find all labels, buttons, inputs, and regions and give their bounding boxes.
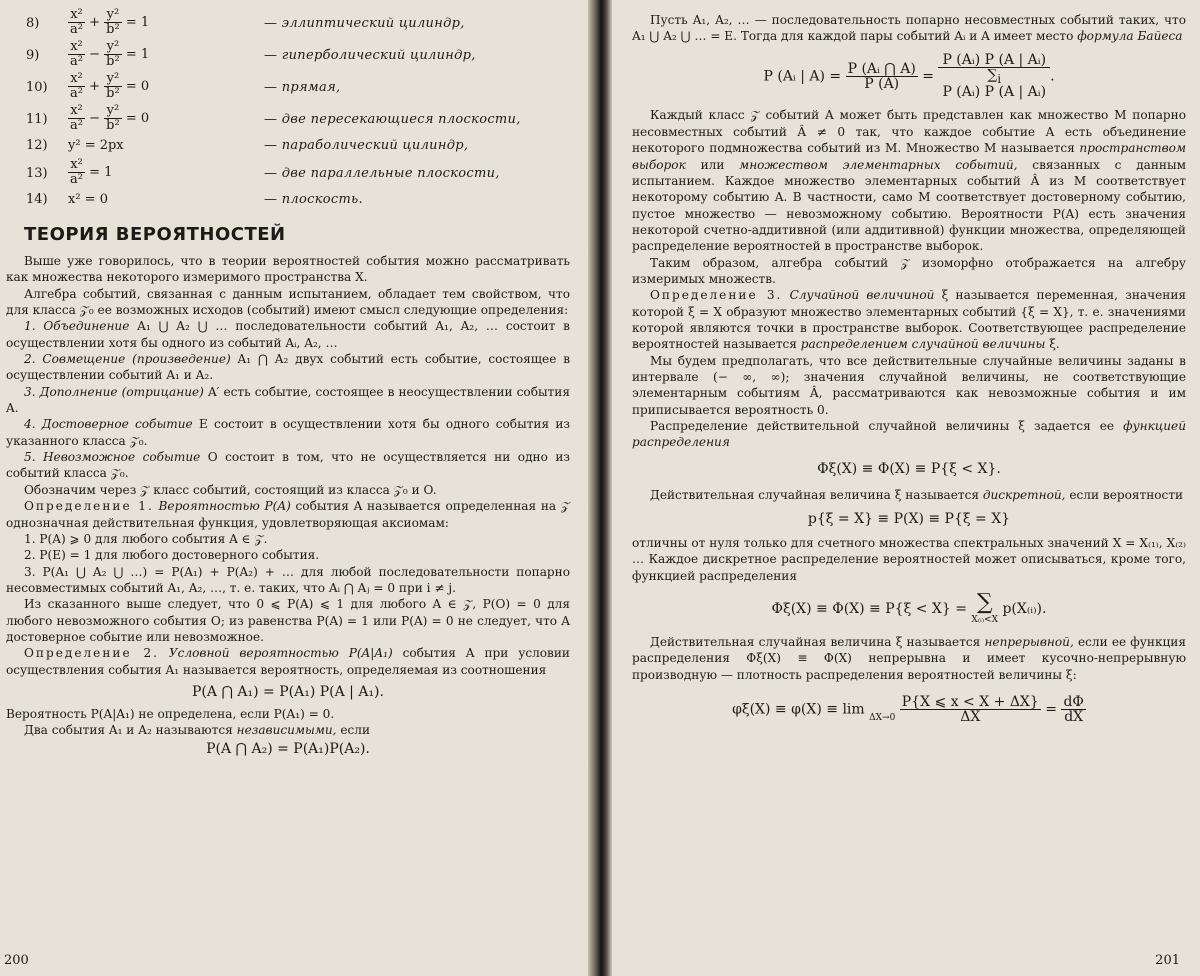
surface-item: 12) y² = 2px — параболический цилиндр, [26, 138, 469, 153]
paragraph: Мы будем предполагать, что все действительные случайные величины заданы в интервале (− ∞, ∞); значения случайной величины, не соответствующие элементарным событиям Â, рассматриваются как невозможные события и им приписывается вероятность 0. [632, 353, 1186, 417]
paragraph: Действительная случайная величина ξ называется дискретной, если вероятности [650, 487, 1184, 502]
definition-item: 1. Объединение A₁ ⋃ A₂ ⋃ … последовательности событий A₁, A₂, … состоит в осуществлении хотя бы одного из событий Aᵢ, A₂, … [6, 319, 570, 350]
definition-1: Определение 1. Вероятностью P(A) события A называется определенная на 𝒵 однозначная действительная функция, удовлетворяющая аксиомам: [6, 499, 570, 530]
paragraph: отличны от нуля только для счетного множества спектральных значений X = X₍₁₎, X₍₂₎ … Каждое дискретное распределение вероятностей может описываться, кроме того, функцией распределения [632, 536, 1186, 583]
paragraph: Из сказанного выше следует, что 0 ⩽ P(A) ⩽ 1 для любого A ∈ 𝒵, P(O) = 0 для любого невозможного события O; из равенства P(A) = 1 или P(A) = 0 не следует, что A достоверное событие или невозможное. [6, 597, 570, 644]
axiom: 1. P(A) ⩾ 0 для любого события A ∈ 𝒵. [24, 531, 268, 546]
section-heading: ТЕОРИЯ ВЕРОЯТНОСТЕЙ [24, 224, 286, 245]
definition-item: 5. Невозможное событие O состоит в том, что не осуществляется ни одно из событий класса 𝒵₀. [6, 450, 570, 481]
paragraph: Каждый класс 𝒵 событий A может быть представлен как множество M попарно несовместных событий Â ≠ 0 так, что каждое событие A есть объединение некоторого подмножества событий из M. Множество M называется пространством выборок или множеством элементарных событий, связанных с данным испытанием. Каждое множество элементарных событий Â из M соответствует некоторому событию A. В частности, само M соответствует достоверному событию, пустое множество — невозможному событию. Вероятности P(A) есть значения некоторой счетно-аддитивной (или аддитивной) функции множества, определяющей распределение вероятностей в пространстве выборок. [632, 108, 1187, 254]
definition-3: Определение 3. Случайной величиной ξ называется переменная, значения которой ξ = X образуют множество элементарных событий {ξ = X}, т. е. значениями которой являются точки в пространстве выборок. Соответствующее распределение вероятностей называется распределением случайной величины ξ. [632, 288, 1187, 352]
surface-list [6, 8, 570, 212]
formula-conditional: P(A ⋂ A₁) = P(A₁) P(A | A₁). [192, 683, 384, 700]
paragraph: Пусть A₁, A₂, … — последовательность попарно несовместных событий таких, что A₁ ⋃ A₂ ⋃ … = E. Тогда для каждой пары событий Aᵢ и A имеет место формула Байеса [632, 13, 1186, 44]
surface-item: 14) x² = 0 — плоскость. [26, 192, 363, 207]
right-page [612, 0, 1200, 976]
paragraph: Действительная случайная величина ξ называется непрерывной, если ее функция распределения Φξ(X) ≡ Φ(X) непрерывна и имеет кусочно-непрерывную производную — плотность распределения вероятностей величины ξ: [632, 635, 1186, 682]
page-number: 201 [1155, 953, 1180, 968]
axiom: 2. P(E) = 1 для любого достоверного события. [24, 548, 320, 563]
book-gutter [588, 0, 612, 976]
formula-density: φξ(X) ≡ φ(X) ≡ lim ΔX→0 $\frac{P\{X ⩽ x < X + \Delta X\}}{\Delta X}$ = $\frac{d\Phi}{dX}$ [732, 694, 1084, 726]
page-number: 200 [4, 953, 29, 968]
definition-item: 4. Достоверное событие E состоит в осуществлении хотя бы одного события из указанного класса 𝒵₀. [6, 417, 570, 448]
formula-bayes: P (Aᵢ | A) = $\frac{\text{P (Aᵢ ⋂ A)}}{P (A)}$ = P (Aᵢ) P (A | Aᵢ) $\sum_i$ P (Aᵢ) P (A | Aᵢ) . [763, 51, 1055, 101]
paragraph: Вероятность P(A|A₁) не определена, если P(A₁) = 0. [6, 706, 335, 721]
surface-item: 8) $\frac{\text{x²}}{\text{a²}}$ + $\frac{\text{y²}}{\text{b²}}$ = 1 — эллиптический цилиндр, [26, 7, 465, 37]
definition-item: 2. Совмещение (произведение) A₁ ⋂ A₂ двух событий есть событие, состоящее в осуществлении событий A₁ и A₂. [6, 352, 571, 383]
formula-independence: P(A ⋂ A₂) = P(A₁)P(A₂). [206, 740, 370, 757]
definition-2: Определение 2. Условной вероятностью P(A|A₁) события A при условии осуществления события A₁ называется вероятность, определяемая из соотношения [6, 646, 570, 677]
paragraph: Выше уже говорилось, что в теории вероятностей события можно рассматривать как множества некоторого измеримого пространства X. [6, 254, 570, 285]
axiom: 3. P(A₁ ⋃ A₂ ⋃ …) = P(A₁) + P(A₂) + … для любой последовательности попарно несовместимых событий A₁, A₂, …, т. е. таких, что Aᵢ ⋂ Aⱼ = 0 при i ≠ j. [6, 564, 570, 595]
paragraph: Таким образом, алгебра событий 𝒵 изоморфно отображается на алгебру измеримых множеств. [632, 255, 1186, 286]
formula-discrete-sum: Φξ(X) ≡ Φ(X) ≡ P{ξ < X} = ∑ X₍ᵢ₎<X p(X₍ᵢ₎). [771, 590, 1047, 626]
paragraph: Распределение действительной случайной величины ξ задается ее функцией распределения [632, 419, 1187, 450]
surface-item: 9) $\frac{\text{x²}}{\text{a²}}$ − $\frac{\text{y²}}{\text{b²}}$ = 1 — гиперболический цилиндр, [26, 39, 476, 69]
surface-item: 13) $\frac{\text{x²}}{\text{a²}}$ = 1 — две параллельные плоскости, [26, 157, 500, 187]
paragraph: Обозначим через 𝒵 класс событий, состоящий из класса 𝒵₀ и O. [24, 482, 437, 497]
formula-discrete: p{ξ = X} ≡ P(X) ≡ P{ξ = X} [807, 511, 1011, 528]
surface-item: 11) $\frac{\text{x²}}{\text{a²}}$ − $\frac{\text{y²}}{\text{b²}}$ = 0 — две пересекающиеся плоскости, [26, 103, 521, 133]
left-page [0, 0, 588, 976]
paragraph: Два события A₁ и A₂ называются независимыми, если [24, 723, 371, 738]
formula-distribution: Φξ(X) ≡ Φ(X) ≡ P{ξ < X}. [817, 460, 1001, 477]
definition-item: 3. Дополнение (отрицание) A′ есть событие, состоящее в неосуществлении события A. [6, 384, 570, 416]
surface-item: 10) $\frac{\text{x²}}{\text{a²}}$ + $\frac{\text{y²}}{\text{b²}}$ = 0 — прямая, [26, 71, 341, 101]
paragraph: Алгебра событий, связанная с данным испытанием, обладает тем свойством, что для класса 𝒵₀ ее возможных исходов (событий) имеют смысл следующие определения: [6, 286, 570, 318]
